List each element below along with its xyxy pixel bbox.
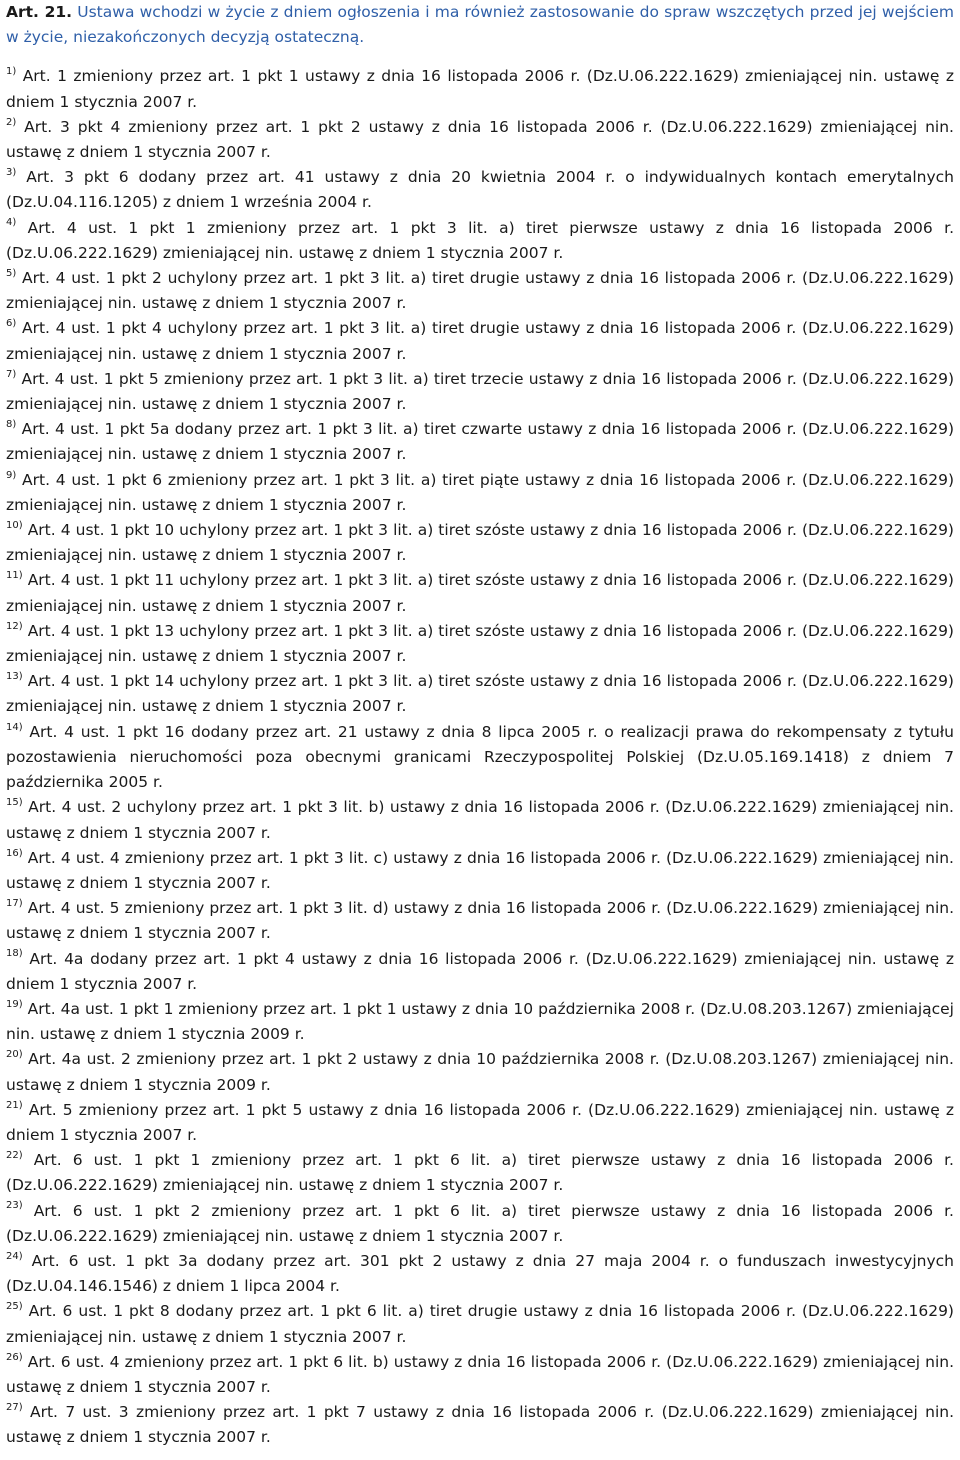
footnote-text: Art. 4 ust. 1 pkt 2 uchylony przez art. 1 pkt 3 lit. a) tiret drugie ustawy z dnia 16 listopada 2006 r. (Dz.U.06.222.1629) zmieniającej nin. ustawę z dniem 1 stycznia 2007 r.	[6, 269, 954, 313]
footnote	[6, 720, 954, 796]
footnote-text: Art. 4 ust. 5 zmieniony przez art. 1 pkt 3 lit. d) ustawy z dnia 16 listopada 2006 r. (Dz.U.06.222.1629) zmieniającej nin. ustawę z dniem 1 stycznia 2007 r.	[6, 899, 954, 943]
footnote-number: 18)	[6, 948, 23, 960]
footnotes-list	[6, 64, 954, 1450]
footnote	[6, 115, 954, 165]
footnote-number: 1)	[6, 66, 17, 78]
footnote-text: Art. 4 ust. 1 pkt 5 zmieniony przez art. 1 pkt 3 lit. a) tiret trzecie ustawy z dnia 16 listopada 2006 r. (Dz.U.06.222.1629) zmieniającej nin. ustawę z dniem 1 stycznia 2007 r.	[6, 369, 954, 414]
footnote-number: 24)	[6, 1250, 23, 1262]
footnote	[6, 266, 954, 316]
footnote-number: 17)	[6, 897, 23, 909]
footnote-text: Art. 3 pkt 4 zmieniony przez art. 1 pkt 2 ustawy z dnia 16 listopada 2006 r. (Dz.U.06.222.1629) zmieniającej nin. ustawę z dniem 1 stycznia 2007 r.	[6, 117, 954, 162]
footnote-number: 27)	[6, 1402, 23, 1414]
footnote	[6, 1400, 954, 1450]
footnote-number: 25)	[6, 1301, 23, 1313]
footnote	[6, 216, 954, 266]
article-21	[6, 0, 954, 50]
footnote-number: 14)	[6, 721, 23, 733]
footnote-number: 10)	[6, 519, 23, 531]
footnote-number: 20)	[6, 1049, 23, 1061]
article-label: Art. 21.	[6, 3, 73, 21]
footnote-text: Art. 4 ust. 1 pkt 11 uchylony przez art. 1 pkt 3 lit. a) tiret szóste ustawy z dnia 16 listopada 2006 r. (Dz.U.06.222.1629) zmieniającej nin. ustawę z dniem 1 stycznia 2007 r.	[6, 571, 954, 615]
footnote	[6, 1148, 954, 1198]
footnote-number: 12)	[6, 620, 23, 632]
footnote	[6, 64, 954, 114]
footnote	[6, 316, 954, 366]
footnote-text: Art. 4 ust. 1 pkt 4 uchylony przez art. 1 pkt 3 lit. a) tiret drugie ustawy z dnia 16 listopada 2006 r. (Dz.U.06.222.1629) zmieniającej nin. ustawę z dniem 1 stycznia 2007 r.	[6, 319, 954, 363]
footnote-number: 26)	[6, 1351, 23, 1363]
footnote-text: Art. 4 ust. 1 pkt 16 dodany przez art. 21 ustawy z dnia 8 lipca 2005 r. o realizacji prawa do rekompensaty z tytułu pozostawienia nieruchomości poza obecnymi granicami Rzeczypospolitej Polskiej (Dz.U.05.169.1418) z dniem 7 października 2005 r.	[6, 722, 955, 792]
footnote	[6, 1249, 954, 1299]
footnote	[6, 947, 954, 997]
footnote-text: Art. 4a ust. 1 pkt 1 zmieniony przez art. 1 pkt 1 ustawy z dnia 10 października 2008 r. (Dz.U.08.203.1267) zmieniającej nin. ustawę z dniem 1 stycznia 2009 r.	[6, 999, 954, 1044]
footnote-text: Art. 6 ust. 4 zmieniony przez art. 1 pkt 6 lit. b) ustawy z dnia 16 listopada 2006 r. (Dz.U.06.222.1629) zmieniającej nin. ustawę z dniem 1 stycznia 2007 r.	[6, 1352, 954, 1396]
footnote-text: Art. 5 zmieniony przez art. 1 pkt 5 ustawy z dnia 16 listopada 2006 r. (Dz.U.06.222.1629) zmieniającej nin. ustawę z dniem 1 stycznia 2007 r.	[6, 1100, 954, 1144]
footnote-text: Art. 4 ust. 4 zmieniony przez art. 1 pkt 3 lit. c) ustawy z dnia 16 listopada 2006 r. (Dz.U.06.222.1629) zmieniającej nin. ustawę z dniem 1 stycznia 2007 r.	[6, 848, 954, 892]
footnote-number: 5)	[6, 267, 17, 279]
footnote	[6, 896, 954, 946]
footnote-number: 16)	[6, 847, 23, 859]
footnote-number: 4)	[6, 217, 17, 229]
footnote-number: 3)	[6, 167, 17, 179]
footnote-number: 19)	[6, 998, 23, 1010]
footnote	[6, 165, 954, 215]
footnote-number: 22)	[6, 1149, 23, 1161]
footnote-number: 23)	[6, 1200, 23, 1212]
footnote	[6, 1299, 954, 1349]
footnote-number: 21)	[6, 1099, 23, 1111]
footnote-number: 7)	[6, 368, 17, 380]
footnote-number: 11)	[6, 570, 23, 582]
footnote	[6, 367, 954, 417]
footnote-text: Art. 4 ust. 1 pkt 6 zmieniony przez art. 1 pkt 3 lit. a) tiret piąte ustawy z dnia 16 listopada 2006 r. (Dz.U.06.222.1629) zmieniającej nin. ustawę z dniem 1 stycznia 2007 r.	[6, 470, 954, 514]
footnote-text: Art. 4a dodany przez art. 1 pkt 4 ustawy z dnia 16 listopada 2006 r. (Dz.U.06.222.1629) zmieniającej nin. ustawę z dniem 1 stycznia 2007 r.	[6, 949, 954, 993]
footnote	[6, 518, 954, 568]
footnote-number: 6)	[6, 318, 17, 330]
footnote	[6, 619, 954, 669]
footnote-text: Art. 1 zmieniony przez art. 1 pkt 1 ustawy z dnia 16 listopada 2006 r. (Dz.U.06.222.1629) zmieniającej nin. ustawę z dniem 1 stycznia 2007 r.	[6, 67, 954, 111]
footnote-number: 8)	[6, 419, 17, 431]
footnote-text: Art. 4 ust. 1 pkt 14 uchylony przez art. 1 pkt 3 lit. a) tiret szóste ustawy z dnia 16 listopada 2006 r. (Dz.U.06.222.1629) zmieniającej nin. ustawę z dniem 1 stycznia 2007 r.	[6, 672, 954, 716]
footnote	[6, 417, 954, 467]
footnote	[6, 568, 954, 618]
footnote	[6, 468, 954, 518]
footnote	[6, 1350, 954, 1400]
footnote-text: Art. 4 ust. 1 pkt 10 uchylony przez art. 1 pkt 3 lit. a) tiret szóste ustawy z dnia 16 listopada 2006 r. (Dz.U.06.222.1629) zmieniającej nin. ustawę z dniem 1 stycznia 2007 r.	[6, 521, 954, 565]
footnote-text: Art. 6 ust. 1 pkt 1 zmieniony przez art. 1 pkt 6 lit. a) tiret pierwsze ustawy z dnia 16 listopada 2006 r. (Dz.U.06.222.1629) zmieniającej nin. ustawę z dniem 1 stycznia 2007 r.	[6, 1151, 954, 1195]
footnote	[6, 1098, 954, 1148]
footnote-number: 15)	[6, 797, 23, 809]
footnote-text: Art. 6 ust. 1 pkt 3a dodany przez art. 301 pkt 2 ustawy z dnia 27 maja 2004 r. o funduszach inwestycyjnych (Dz.U.04.146.1546) z dniem 1 lipca 2004 r.	[6, 1251, 954, 1296]
footnote	[6, 669, 954, 719]
footnote-text: Art. 6 ust. 1 pkt 2 zmieniony przez art. 1 pkt 6 lit. a) tiret pierwsze ustawy z dnia 16 listopada 2006 r. (Dz.U.06.222.1629) zmieniającej nin. ustawę z dniem 1 stycznia 2007 r.	[6, 1201, 954, 1245]
footnote-number: 2)	[6, 116, 17, 128]
footnote	[6, 997, 954, 1047]
footnote-text: Art. 4 ust. 1 pkt 13 uchylony przez art. 1 pkt 3 lit. a) tiret szóste ustawy z dnia 16 listopada 2006 r. (Dz.U.06.222.1629) zmieniającej nin. ustawę z dniem 1 stycznia 2007 r.	[6, 621, 954, 666]
footnote	[6, 1047, 954, 1097]
footnote	[6, 795, 954, 845]
footnote-number: 9)	[6, 469, 17, 481]
footnote-text: Art. 6 ust. 1 pkt 8 dodany przez art. 1 pkt 6 lit. a) tiret drugie ustawy z dnia 16 listopada 2006 r. (Dz.U.06.222.1629) zmieniającej nin. ustawę z dniem 1 stycznia 2007 r.	[6, 1302, 954, 1346]
article-text: Ustawa wchodzi w życie z dniem ogłoszenia i ma również zastosowanie do spraw wszczętych przed jej wejściem w życie, niezakończonych decyzją ostateczną.	[6, 3, 954, 47]
footnote-text: Art. 7 ust. 3 zmieniony przez art. 1 pkt 7 ustawy z dnia 16 listopada 2006 r. (Dz.U.06.222.1629) zmieniającej nin. ustawę z dniem 1 stycznia 2007 r.	[6, 1403, 954, 1447]
footnote-text: Art. 4 ust. 1 pkt 5a dodany przez art. 1 pkt 3 lit. a) tiret czwarte ustawy z dnia 16 listopada 2006 r. (Dz.U.06.222.1629) zmieniającej nin. ustawę z dniem 1 stycznia 2007 r.	[6, 420, 954, 464]
footnote	[6, 846, 954, 896]
footnote-text: Art. 4 ust. 2 uchylony przez art. 1 pkt 3 lit. b) ustawy z dnia 16 listopada 2006 r. (Dz.U.06.222.1629) zmieniającej nin. ustawę z dniem 1 stycznia 2007 r.	[6, 798, 954, 842]
footnote-number: 13)	[6, 671, 23, 683]
footnote	[6, 1199, 954, 1249]
footnote-text: Art. 3 pkt 6 dodany przez art. 41 ustawy z dnia 20 kwietnia 2004 r. o indywidualnych kontach emerytalnych (Dz.U.04.116.1205) z dniem 1 września 2004 r.	[6, 168, 954, 212]
footnote-text: Art. 4a ust. 2 zmieniony przez art. 1 pkt 2 ustawy z dnia 10 października 2008 r. (Dz.U.08.203.1267) zmieniającej nin. ustawę z dniem 1 stycznia 2009 r.	[6, 1050, 954, 1094]
footnote-text: Art. 4 ust. 1 pkt 1 zmieniony przez art. 1 pkt 3 lit. a) tiret pierwsze ustawy z dnia 16 listopada 2006 r. (Dz.U.06.222.1629) zmieniającej nin. ustawę z dniem 1 stycznia 2007 r.	[6, 218, 954, 262]
